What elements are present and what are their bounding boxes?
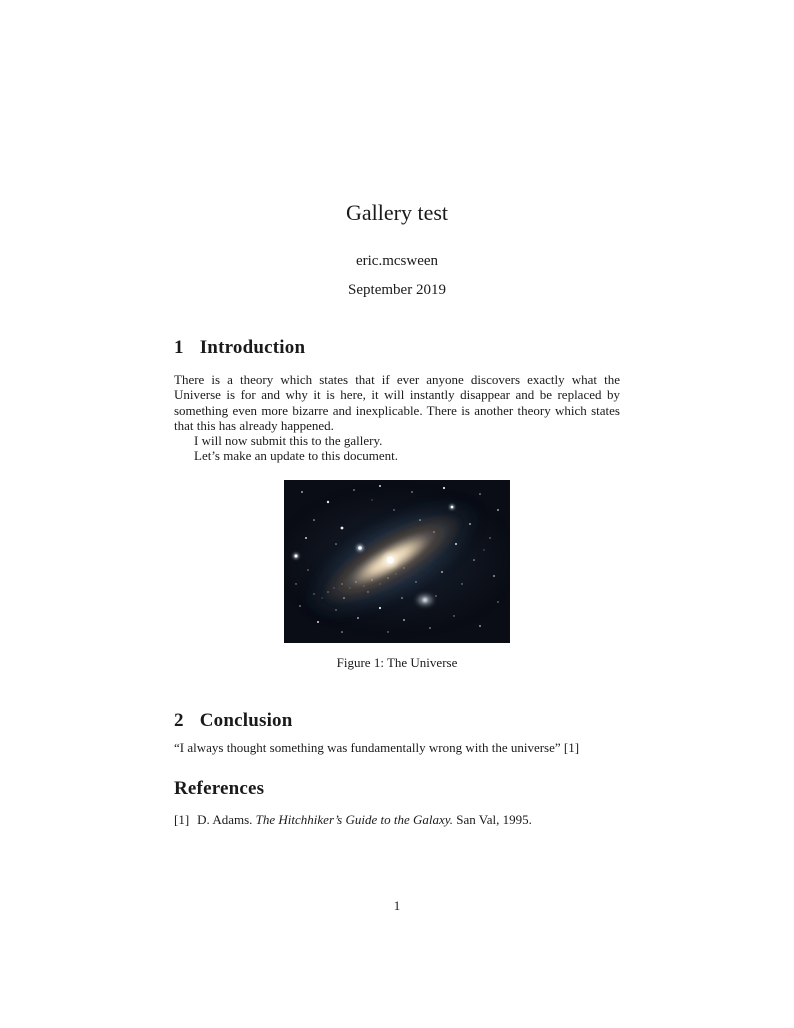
section-title: Introduction — [199, 337, 306, 358]
figure — [174, 480, 620, 671]
figure-caption: Figure 1: The Universe — [336, 654, 458, 670]
section-title: Conclusion — [199, 709, 293, 731]
section-heading-introduction — [174, 336, 620, 359]
section-number: 1 — [174, 337, 184, 358]
text-column — [174, 0, 620, 827]
introduction-note-1: I will now submit this to the gallery. — [194, 433, 383, 449]
page-title: Gallery test — [345, 200, 449, 225]
section-heading-conclusion — [174, 709, 620, 732]
introduction-paragraph: There is a theory which states that if ever anyone discovers exactly what the Universe is for and why it is here, it will instantly disappear and be replaced by something even more bizarre and inexplicable. There is another theory which states that this has already happened. — [174, 372, 620, 433]
date: September 2019 — [348, 282, 446, 298]
reference-publisher: San Val, 1995. — [456, 812, 532, 828]
introduction-note-2: Let’s make an update to this document. — [194, 448, 398, 464]
page-number: 1 — [393, 898, 401, 913]
title-block — [174, 198, 620, 300]
conclusion-quote: “I always thought something was fundamentally wrong with the universe” [1] — [174, 739, 580, 755]
reference-entry — [174, 812, 620, 827]
reference-text — [197, 812, 620, 827]
reference-label: [1] — [174, 812, 190, 828]
references-heading: References — [174, 778, 265, 800]
reference-author: D. Adams. — [197, 812, 253, 828]
author: eric.mcsween — [355, 253, 439, 269]
galaxy-image — [284, 480, 510, 643]
section-number: 2 — [174, 709, 184, 731]
reference-title: The Hitchhiker’s Guide to the Galaxy. — [255, 812, 454, 828]
